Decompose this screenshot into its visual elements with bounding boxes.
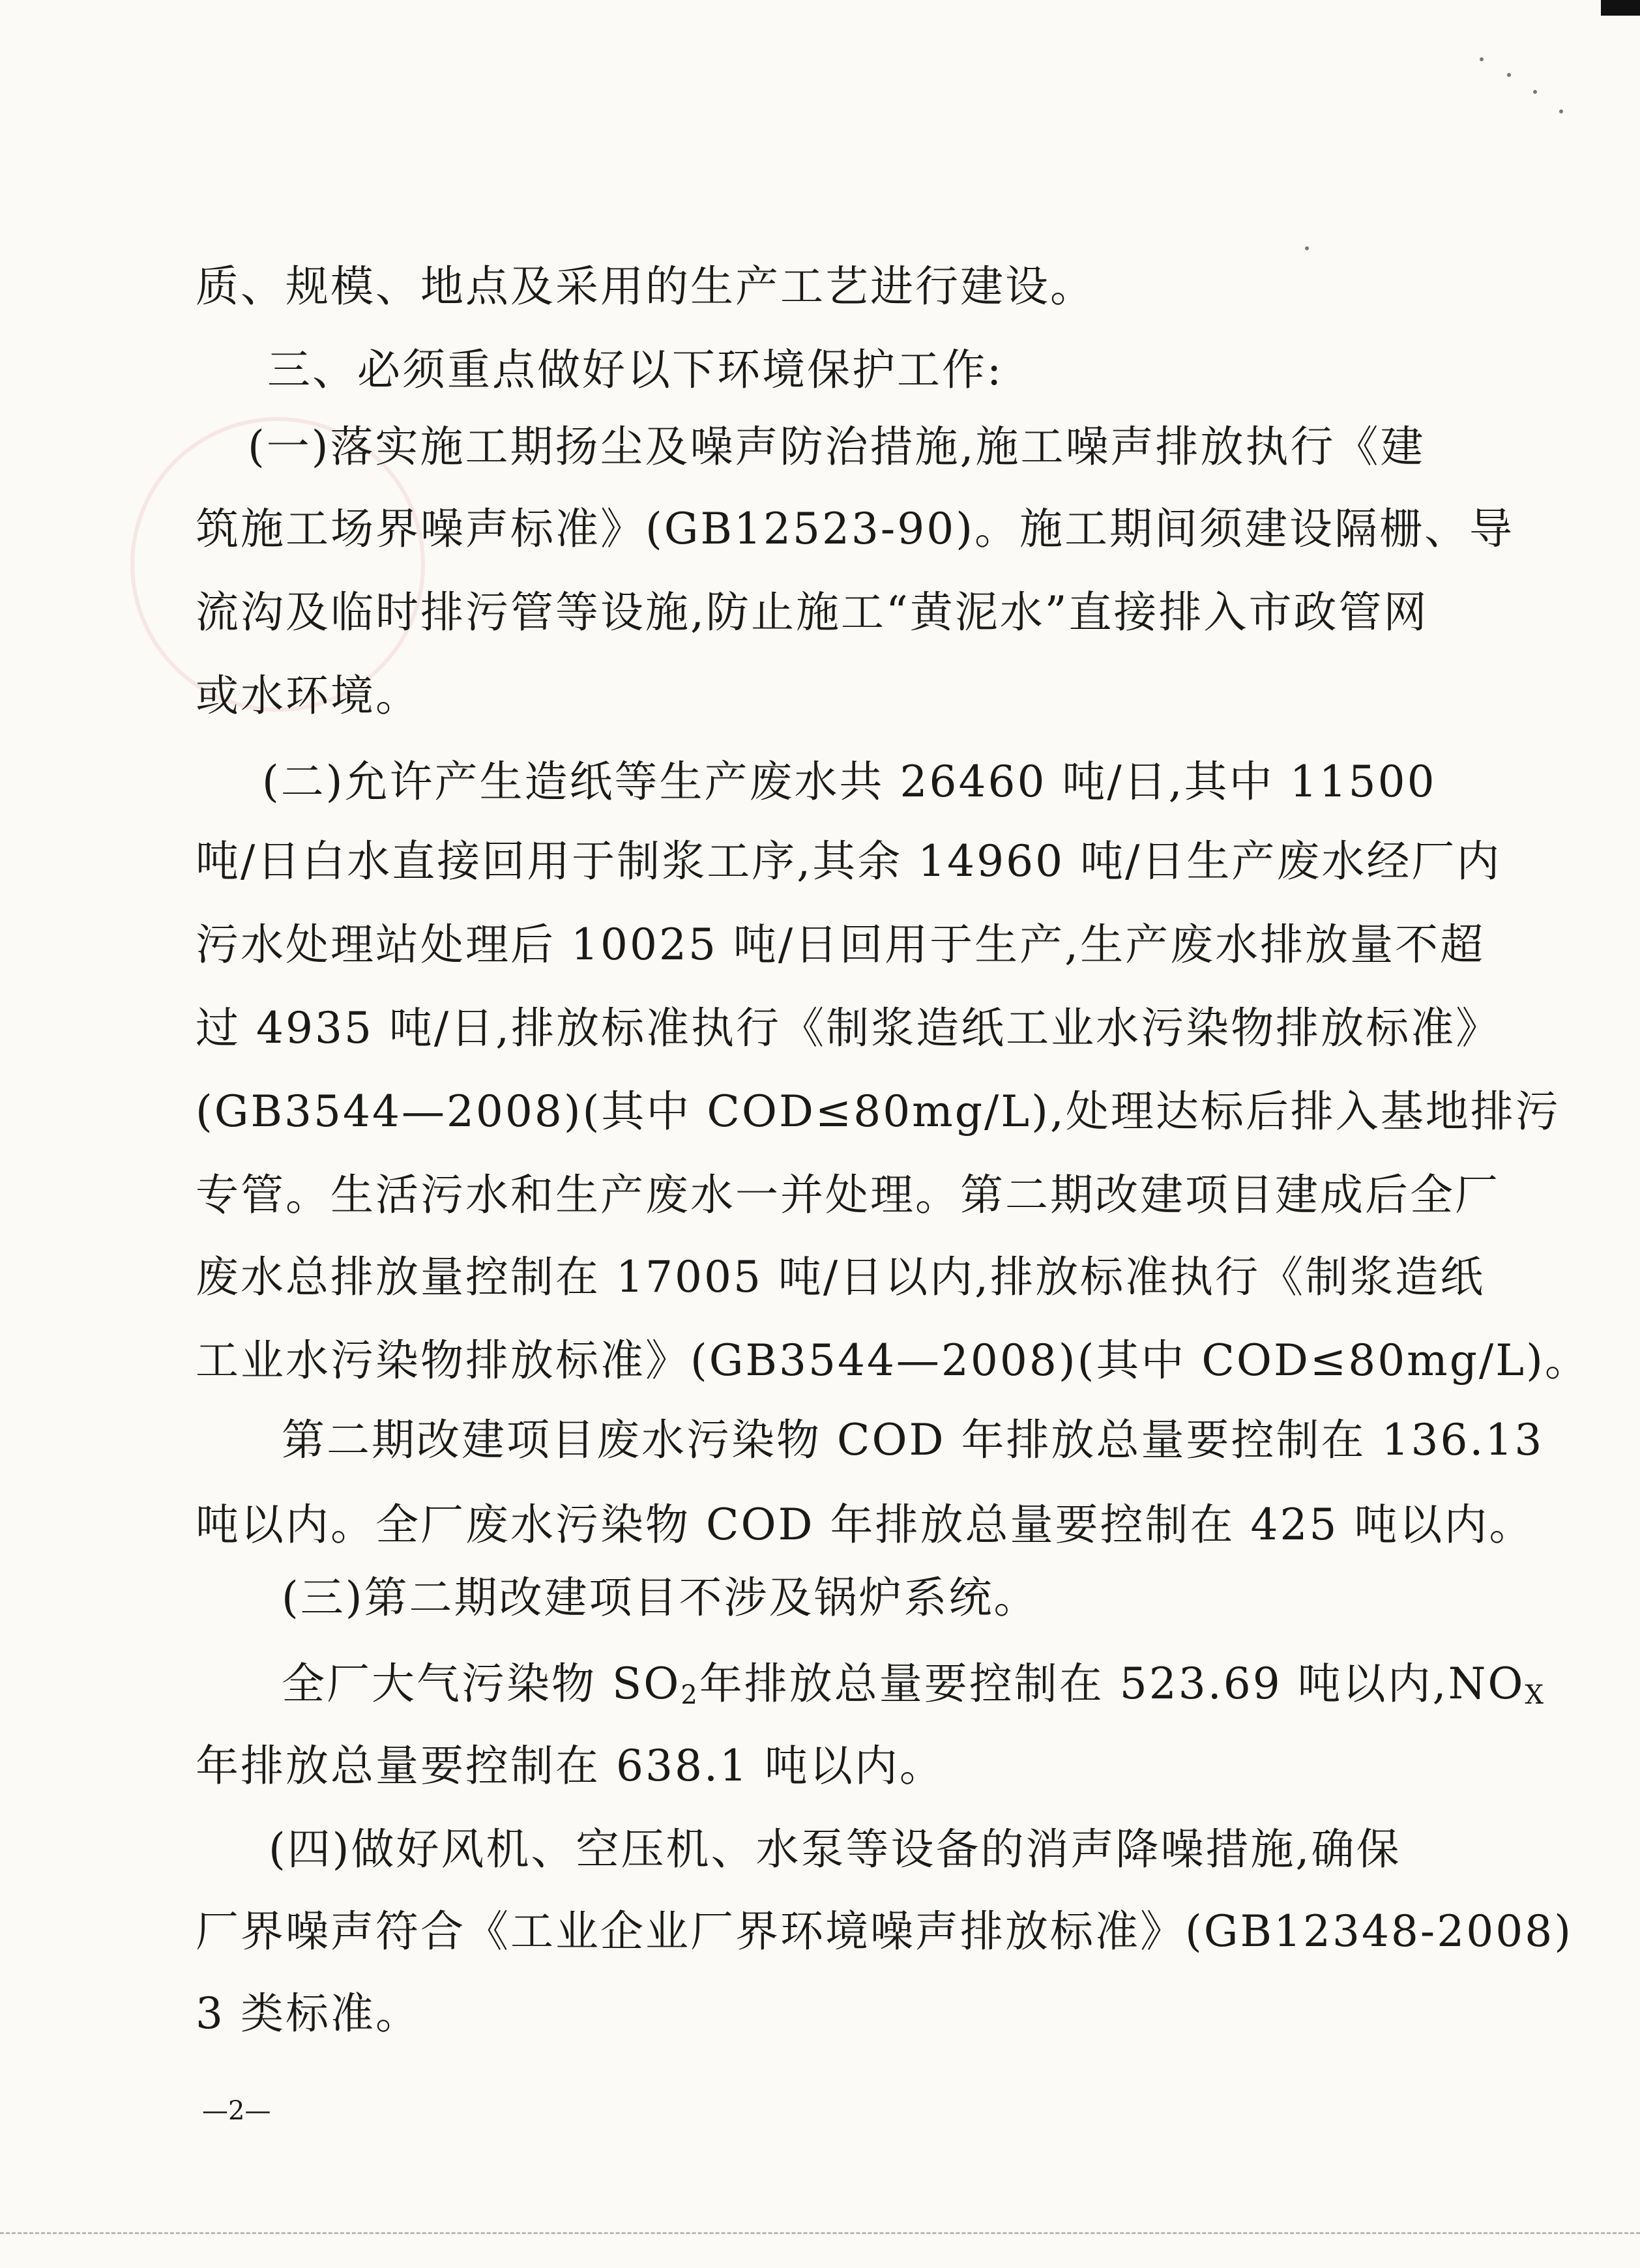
text-line: (四)做好风机、空压机、水泵等设备的消声降噪措施,确保	[269, 1824, 1401, 1874]
text-line: 第二期改建项目废水污染物 COD 年排放总量要控制在 136.13	[282, 1415, 1544, 1465]
footer-rule	[0, 2232, 1640, 2234]
text-line: 专管。生活污水和生产废水一并处理。第二期改建项目建成后全厂	[196, 1170, 1500, 1220]
text-line: 或水环境。	[196, 671, 420, 721]
text-line: (一)落实施工期扬尘及噪声防治措施,施工噪声排放执行《建	[248, 422, 1426, 472]
scan-speck	[1480, 57, 1484, 61]
line-text: 全厂大气污染物 SO	[282, 1659, 681, 1709]
scan-speck	[1559, 109, 1563, 113]
text-line: 流沟及临时排污管等设施,防止施工“黄泥水”直接排入市政管网	[196, 587, 1429, 637]
text-line: (二)允许产生造纸等生产废水共 26460 吨/日,其中 11500	[262, 757, 1437, 807]
section-heading: 三、必须重点做好以下环境保护工作:	[267, 345, 1004, 395]
subscript-2: 2	[681, 1680, 699, 1710]
text-line: 3 类标准。	[196, 1988, 420, 2039]
binding-mark	[1601, 0, 1640, 16]
text-line-emissions	[282, 1658, 1545, 1721]
text-line: 工业水污染物排放标准》(GB3544—2008)(其中 COD≤80mg/L)。	[196, 1335, 1590, 1386]
scan-speck	[1507, 73, 1511, 77]
text-line: 污水处理站处理后 10025 吨/日回用于生产,生产废水排放量不超	[196, 920, 1486, 970]
text-line: 过 4935 吨/日,排放标准执行《制浆造纸工业水污染物排放标准》	[196, 1003, 1501, 1053]
page-number: —2—	[202, 2096, 271, 2126]
text-line: 吨/日白水直接回用于制浆工序,其余 14960 吨/日生产废水经厂内	[196, 836, 1502, 886]
scan-speck	[1533, 90, 1537, 94]
text-line: 厂界噪声符合《工业企业厂界环境噪声排放标准》(GB12348-2008)	[196, 1906, 1573, 1956]
text-line: 质、规模、地点及采用的生产工艺进行建设。	[196, 261, 1095, 312]
text-line: (GB3544—2008)(其中 COD≤80mg/L),处理达标后排入基地排污	[196, 1086, 1560, 1137]
scan-speck	[1305, 246, 1309, 250]
line-text: 年排放总量要控制在 523.69 吨以内,NO	[699, 1659, 1525, 1709]
text-line: 年排放总量要控制在 638.1 吨以内。	[196, 1741, 944, 1791]
text-line: (三)第二期改建项目不涉及锅炉系统。	[282, 1573, 1039, 1623]
text-line: 废水总排放量控制在 17005 吨/日以内,排放标准执行《制浆造纸	[196, 1252, 1486, 1302]
text-line: 筑施工场界噪声标准》(GB12523-90)。施工期间须建设隔栅、导	[196, 504, 1514, 554]
text-line: 吨以内。全厂废水污染物 COD 年排放总量要控制在 425 吨以内。	[196, 1500, 1534, 1550]
subscript-x: X	[1525, 1680, 1545, 1710]
